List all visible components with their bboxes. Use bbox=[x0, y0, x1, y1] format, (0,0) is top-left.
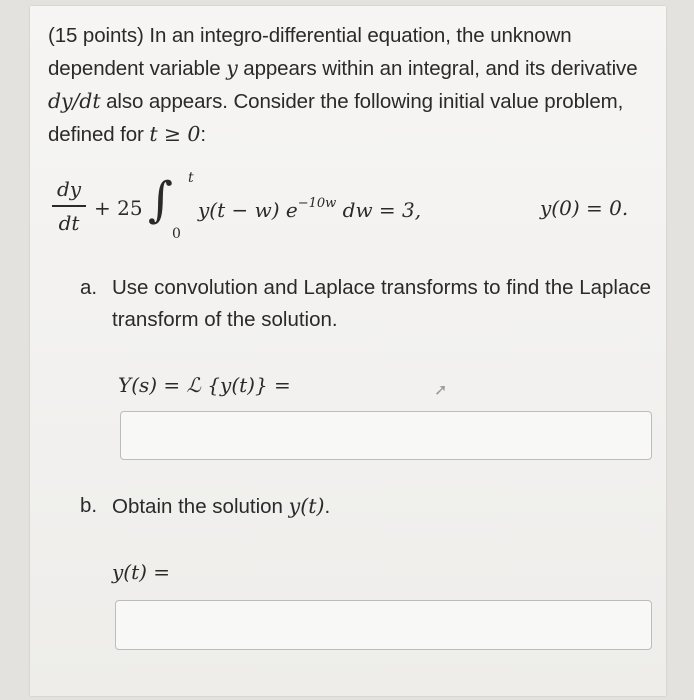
integral-upper-limit: t bbox=[188, 170, 194, 186]
integro-differential-equation bbox=[48, 172, 668, 250]
part-a-answer-input[interactable] bbox=[120, 411, 652, 460]
part-a-label: a. bbox=[80, 276, 98, 299]
integrand: y(t − w) $e^{-10w}$ dw = 3, bbox=[198, 196, 422, 222]
part-b-text: Obtain the solution y(t). bbox=[112, 494, 331, 518]
derivative-fraction: dy dt bbox=[52, 176, 86, 236]
points-label: (15 points) bbox=[48, 24, 144, 47]
part-b-answer-input[interactable] bbox=[115, 600, 652, 650]
part-a-answer-label: Y(s) = ℒ {y(t)} = bbox=[118, 373, 291, 397]
math-y: y bbox=[226, 56, 238, 80]
part-b-label: b. bbox=[80, 494, 98, 517]
coefficient: + 25 bbox=[94, 196, 143, 220]
problem-statement: (15 points) In an integro-differential equation, the unknown dependent variable y appears within an integral, and its derivative dy/dt also appears. Consider the following initial value problem, defined for t ≥ 0: bbox=[48, 24, 638, 146]
cursor-icon: ➚ bbox=[434, 382, 448, 399]
integral-lower-limit: 0 bbox=[172, 226, 181, 242]
integral-sign: ∫ bbox=[148, 172, 174, 228]
math-derivative: dy/dt bbox=[48, 89, 101, 113]
initial-condition: y(0) = 0. bbox=[540, 196, 629, 220]
part-b-answer-label: y(t) = bbox=[112, 560, 171, 584]
part-a-text: Use convolution and Laplace transforms to find the Laplace transform of the solution. bbox=[112, 276, 652, 331]
math-condition: t ≥ 0 bbox=[149, 122, 201, 146]
